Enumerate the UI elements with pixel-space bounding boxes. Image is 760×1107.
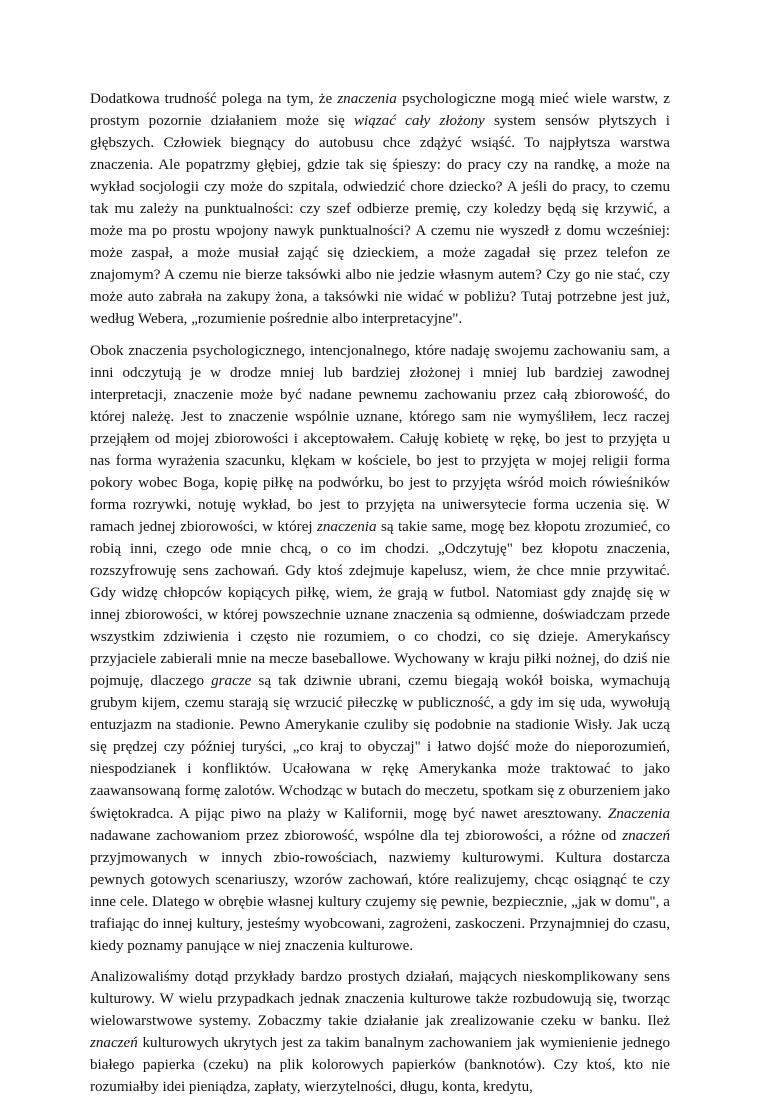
italic-term: gracze	[211, 673, 252, 690]
text-segment: są takie same, mogę bez kłopotu zrozumieć, co robią inni, czego ode mnie chcą, o co im chodzi. „Odczytuję" bez kłopotu znaczenia, rozszyfrowuję sens zachowań. Gdy ktoś zdejmuje kapelusz, wiem, że chce mnie przywitać. Gdy widzę chłopców kopiących piłkę, wiem, że grają w futbol. Natomiast gdy znajdę się w innej zbiorowości, w której powszechnie uznane znaczenia są odmienne, doświadczam przede wszystkim zdziwienia i często nie rozumiem, o co chodzi, co się dzieje. Amerykańscy przyjaciele zabierali mnie na mecze baseballowe. Wychowany w kraju piłki nożnej, do dziś nie pojmuję, dlaczego	[90, 518, 671, 690]
italic-term: znaczeń	[622, 827, 670, 844]
text-segment: system sensów płytszych i głębszych. Człowiek biegnący do autobusu chce zdążyć wsiąść. To najpłytsza warstwa znaczenia. Ale popatrzmy głębiej, gdzie tak się śpieszy: do pracy czy na randkę, a może na wykład socjologii czy może do szpitala, odwiedzić chore dziecko? A jeśli do pracy, to czemu tak mu zależy na punktualności: czy szef odbierze premię, czy koledzy będą się krzywić, a może ma po prostu wpojony nawyk punktualności? A czemu nie wyszedł z domu wcześniej: może zaspał, a może musiał zająć się dzieckiem, a może zagadał się przez telefon ze znajomym? A czemu nie bierze taksówki albo nie jedzie własnym autem? Czy go nie stać, czy może auto zabrała na zakupy żona, a taksówki nie widać w pobliżu? Tutaj potrzebne jest już, według Webera, „rozumienie pośrednie albo interpretacyjne".	[90, 113, 670, 328]
text-segment: Obok znaczenia psychologicznego, intencjonalnego, które nadaję swojemu zachowaniu sam, a inni odczytują je w drodze mniej lub bardziej złożonej i mniej lub bardziej zawodnej interpretacji, znaczenie może być nadane pewnemu zachowaniu przez całą zbiorowość, do której należę. Jest to znaczenie wspólnie uznane, którego sam nie wymyśliłem, lecz raczej przejąłem od mojej zbiorowości i akceptowałem. Całuję kobietę w rękę, bo jest to przyjęta u nas forma wyrażenia szacunku, klękam w kościele, bo jest to przyjęta w mojej religii forma pokory wobec Boga, kopię piłkę na podwórku, bo jest to przyjęta wśród moich rówieśników forma rozrywki, notuję wykład, bo jest to przyjęta na uniwersytecie forma uczenia się. W ramach jednej zbiorowości, w której	[90, 342, 670, 535]
paragraph-2	[90, 340, 670, 957]
italic-term: znaczeń	[90, 1034, 138, 1051]
paragraph-3	[90, 966, 670, 1098]
text-segment: kulturowych ukrytych jest za takim banalnym zachowaniem jak wymienienie jednego białego papierka (czeku) na plik kolorowych papierków (banknotów). Czy ktoś, kto nie rozumiałby idei pieniądza, zapłaty, wierzytelności, długu, konta, kredytu,	[90, 1034, 670, 1096]
paragraph-1	[90, 88, 670, 331]
italic-term: wiązać cały złożony	[353, 113, 485, 130]
text-segment: Dodatkowa trudność polega na tym, że	[90, 91, 338, 107]
italic-term: znaczenia	[337, 91, 397, 107]
italic-term: Znaczenia	[607, 805, 670, 822]
text-segment: przyjmowanych w innych zbio-rowościach, nazwiemy kulturowymi. Kultura dostarcza pewnych gotowych scenariuszy, wzorów zachowań, które realizujemy, chcąc osiągnąć te czy inne cele. Dlatego w obrębie własnej kultury czujemy się pewnie, bezpiecznie, „jak w domu", a trafiając do innej kultury, jesteśmy wyobcowani, zagrożeni, zaskoczeni. Przynajmniej do czasu, kiedy poznamy panujące w niej znaczenia kulturowe.	[90, 849, 670, 954]
italic-term: znaczenia	[317, 518, 377, 535]
text-segment: Analizowaliśmy dotąd przykłady bardzo prostych działań, mających nieskomplikowany sens kulturowy. W wielu przypadkach jednak znaczenia kulturowe także rozbudowują się, tworząc wielowarstwowe systemy. Zobaczmy takie działanie jak zrealizowanie czeku w banku. Ileż	[90, 968, 670, 1029]
text-segment: nadawane zachowaniom przez zbiorowość, wspólne dla tej zbiorowości, a różne od	[90, 827, 623, 844]
text-segment: są tak dziwnie ubrani, czemu biegają wokół boiska, wymachują grubym kijem, czemu starają się wrzucić piłeczkę w publiczność, a gdy im się uda, wywołują entuzjazm na stadionie. Pewno Amerykanie czuliby się podobnie na stadionie Wisły. Jak uczą się prędzej czy później turyści, „co kraj to obyczaj" i łatwo dojść może do nieporozumień, niespodzianek i konfliktów. Ucałowana w rękę Amerykanka może traktować to jako zaawansowaną formę zalotów. Wchodząc w butach do meczetu, spotkam się z oburzeniem jako świętokradca. A pijąc piwo na plaży w Kalifornii, mogę być nawet aresztowany.	[90, 673, 670, 822]
text-segment: psychologiczne mogą mieć wiele warstw, z prostym pozornie działaniem może się	[90, 91, 670, 130]
document-page	[90, 88, 670, 1107]
